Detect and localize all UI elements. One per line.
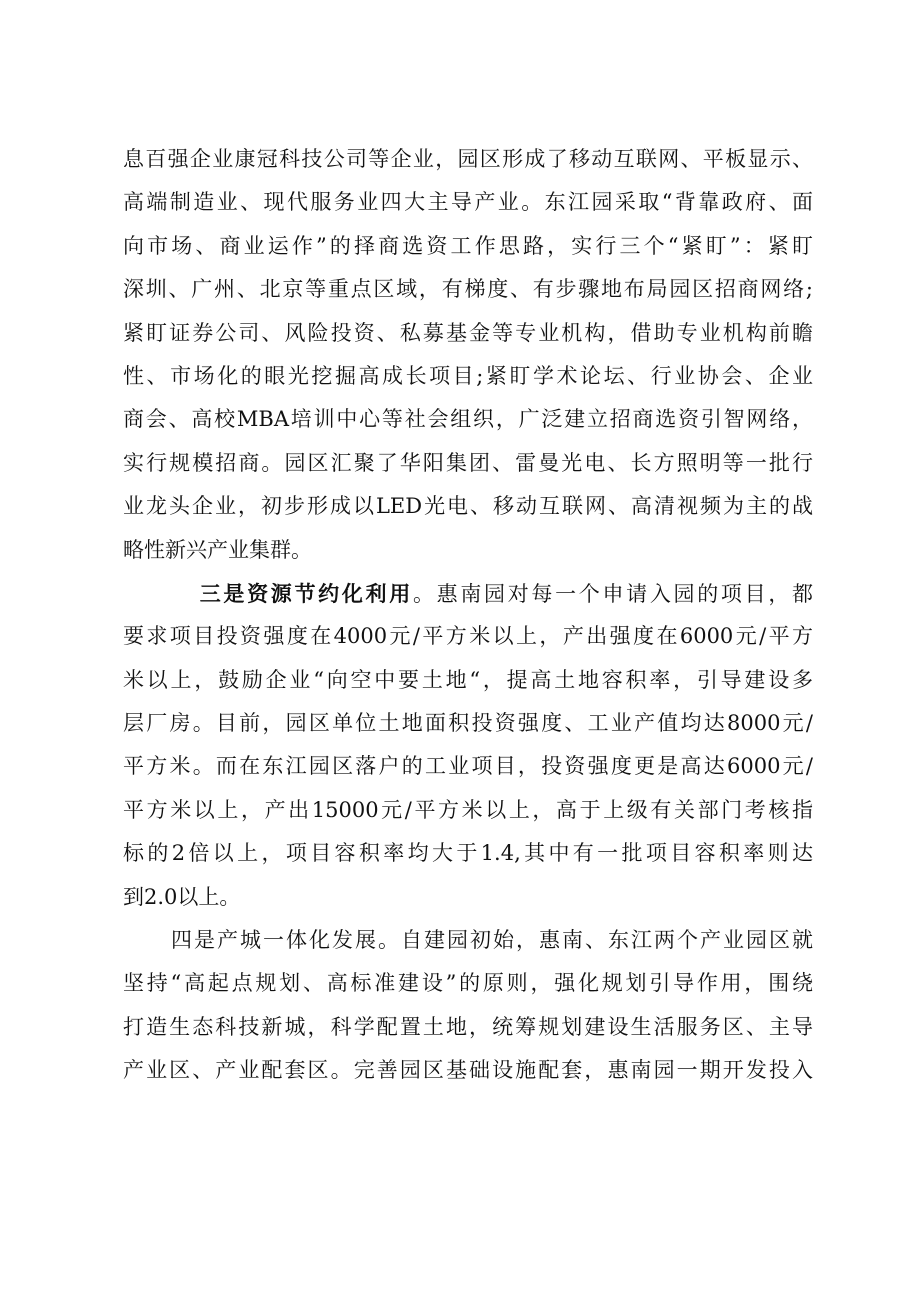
text-line: 紧盯证券公司、风险投资、私募基金等专业机构，借助专业机构前瞻 [123, 320, 813, 345]
text-line: 略性新兴产业集群。 [123, 537, 312, 562]
text-line: 要求项目投资强度在4000元/平方米以上，产出强度在6000元/平方 [123, 624, 813, 649]
section-heading: 三是资源节约化利用 [197, 580, 413, 606]
text-line: 产业区、产业配套区。完善园区基础设施配套，惠南园一期开发投入 [123, 1058, 813, 1083]
text-run: 四是产城一体化发展。自建园初始，惠南、东江两个产业园区就 [169, 928, 813, 953]
text-line: 平方米以上，产出15000元/平方米以上，高于上级有关部门考核指 [123, 797, 813, 822]
text-line: 性、市场化的眼光挖掘高成长项目;紧盯学术论坛、行业协会、企业 [123, 363, 813, 388]
text-line: 向市场、商业运作”的择商选资工作思路，实行三个“紧盯”：紧盯 [123, 233, 813, 258]
paragraph-industry-city-integration [123, 919, 813, 1093]
text-line: 坚持“高起点规划、高标准建设”的原则，强化规划引导作用，围绕 [123, 971, 813, 996]
text-line: 商会、高校MBA培训中心等社会组织，广泛建立招商选资引智网络， [123, 407, 813, 432]
paragraph-resource-saving [123, 572, 813, 919]
text-line: 米以上，鼓励企业“向空中要土地“，提高土地容积率，引导建设多 [123, 667, 813, 692]
text-line: 息百强企业康冠科技公司等企业，园区形成了移动互联网、平板显示、 [123, 147, 813, 171]
text-line: 到2.0以上。 [123, 884, 241, 909]
text-line: 深圳、广州、北京等重点区域，有梯度、有步骤地布局园区招商网络; [123, 277, 813, 302]
paragraph-industry-clusters [123, 138, 813, 572]
text-line: 打造生态科技新城，科学配置土地，统筹规划建设生活服务区、主导 [123, 1014, 813, 1039]
document-body [123, 138, 813, 1093]
text-line: 层厂房。目前，园区单位土地面积投资强度、工业产值均达8000元/ [123, 711, 813, 736]
text-line-first [123, 572, 813, 615]
text-line: 业龙头企业，初步形成以LED光电、移动互联网、高清视频为主的战 [123, 494, 813, 519]
text-line: 实行规模招商。园区汇聚了华阳集团、雷曼光电、长方照明等一批行 [123, 450, 813, 475]
text-line-first [123, 919, 813, 962]
text-run: 。惠南园对每一个申请入园的项目，都 [412, 581, 813, 606]
text-line: 标的2倍以上，项目容积率均大于1.4,其中有一批项目容积率则达 [123, 841, 813, 866]
text-line: 高端制造业、现代服务业四大主导产业。东江园采取“背靠政府、面 [123, 190, 813, 215]
text-line: 平方米。而在东江园区落户的工业项目，投资强度更是高达6000元/ [123, 754, 813, 779]
